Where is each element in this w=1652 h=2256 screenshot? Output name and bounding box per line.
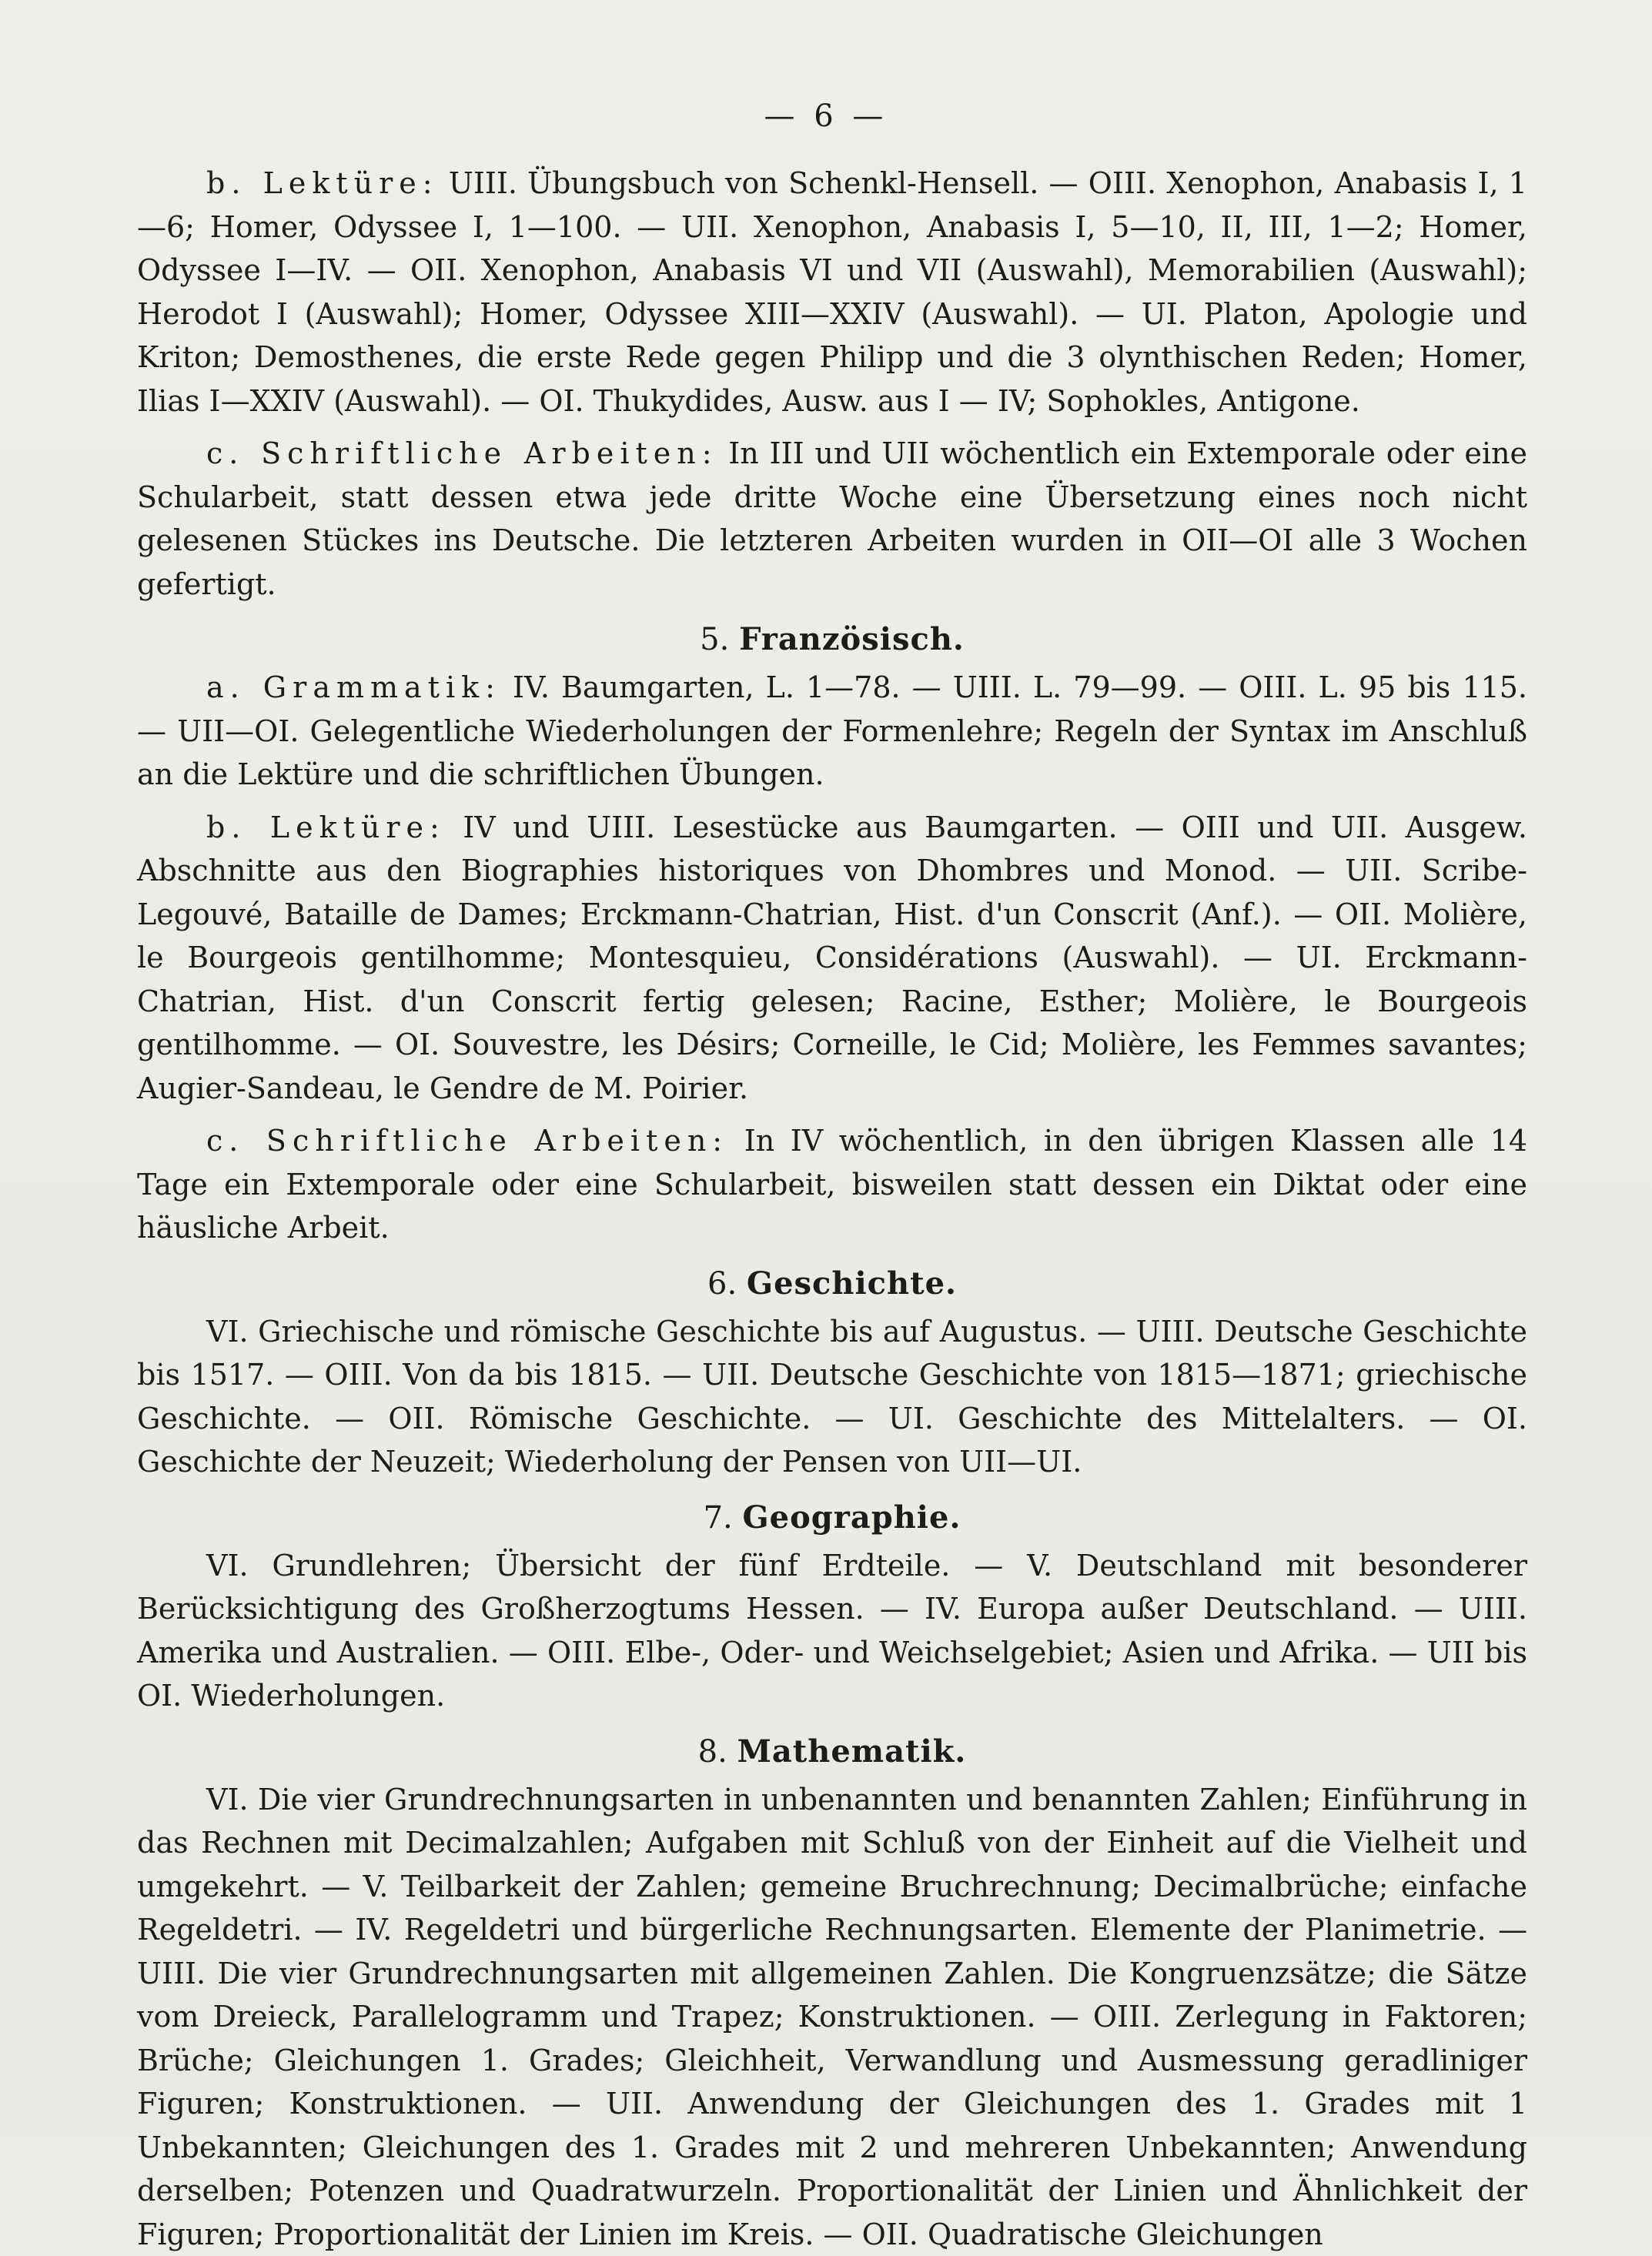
greek-written-text: In III und UII wöchentlich ein Extemporale oder eine Schularbeit, statt dessen etwa jede dritte Woche eine Übersetzung eines noch nicht gelesenen Stückes ins Deutsche. Die letzteren Arbeiten wurden in OII—OI alle 3 Wochen gefertigt. <box>137 436 1527 601</box>
history-heading-number: 6. <box>707 1266 737 1302</box>
french-heading-number: 5. <box>700 622 729 657</box>
math-paragraph: VI. Die vier Grundrechnungsarten in unbenannten und benannten Zahlen; Einführung in das Rechnen mit Decimalzahlen; Aufgaben mit Schluß von der Einheit auf die Vielheit und umgekehrt. — V. Teilbarkeit der Zahlen; gemeine Bruchrechnung; Decimalbrüche; einfache Regeldetri. — IV. Regeldetri und bürgerliche Rechnungsarten. Elemente der Planimetrie. — UIII. Die vier Grundrechnungsarten mit allgemeinen Zahlen. Die Kongruenzsätze; die Sätze vom Dreieck, Parallelogramm und Trapez; Konstruktionen. — OIII. Zerlegung in Faktoren; Brüche; Gleichungen 1. Grades; Gleichheit, Verwandlung und Ausmessung geradliniger Figuren; Konstruktionen. — UII. Anwendung der Gleichungen des 1. Grades mit 1 Unbekannten; Gleichungen des 1. Grades mit 2 und mehreren Unbekannten; Anwendung derselben; Potenzen und Quadratwurzeln. Proportionalität der Linien und Ähnlichkeit der Figuren; Proportionalität der Linien im Kreis. — OII. Quadratische Gleichungen <box>137 1778 1527 2256</box>
french-written-text: In IV wöchentlich, in den übrigen Klassen alle 14 Tage ein Extemporale oder eine Schularbeit, bisweilen statt dessen ein Diktat oder eine häusliche Arbeit. <box>137 1124 1527 1245</box>
greek-reading-label: b. Lektüre: <box>206 166 439 200</box>
french-written-paragraph <box>137 1119 1527 1250</box>
french-grammar-paragraph <box>137 666 1527 797</box>
geography-heading-number: 7. <box>704 1500 733 1536</box>
history-heading-title: Geschichte. <box>747 1265 957 1302</box>
french-grammar-text: IV. Baumgarten, L. 1—78. — UIII. L. 79—99. — OIII. L. 95 bis 115. — UII—OI. Gelegentliche Wiederholungen der Formenlehre; Regeln der Syntax im Anschluß an die Lektüre und die schriftlichen Übungen. <box>137 670 1527 791</box>
math-heading-title: Mathematik. <box>737 1733 967 1770</box>
greek-reading-text: UIII. Übungsbuch von Schenkl-Hensell. — OIII. Xenophon, Anabasis I, 1—6; Homer, Odyssee I, 1—100. — UII. Xenophon, Anabasis I, 5—10, II, III, 1—2; Homer, Odyssee I—IV. — OII. Xenophon, Anabasis VI und VII (Auswahl), Memorabilien (Auswahl); Herodot I (Auswahl); Homer, Odyssee XIII—XXIV (Auswahl). — UI. Platon, Apologie und Kriton; Demosthenes, die erste Rede gegen Philipp und die 3 olynthischen Reden; Homer, Ilias I—XXIV (Auswahl). — OI. Thukydides, Ausw. aus I — IV; Sophokles, Antigone. <box>137 166 1527 418</box>
page-number: — 6 — <box>0 99 1652 134</box>
french-heading-title: Französisch. <box>739 621 965 657</box>
greek-written-paragraph <box>137 432 1527 606</box>
french-grammar-label: a. Grammatik: <box>206 670 501 704</box>
french-reading-paragraph <box>137 806 1527 1111</box>
french-heading <box>137 618 1527 661</box>
geography-heading <box>137 1496 1527 1539</box>
page-content <box>137 162 1527 2256</box>
math-heading <box>137 1730 1527 1773</box>
geography-paragraph: VI. Grundlehren; Übersicht der fünf Erdteile. — V. Deutschland mit besonderer Berücksichtigung des Großherzogtums Hessen. — IV. Europa außer Deutschland. — UIII. Amerika und Australien. — OIII. Elbe-, Oder- und Weichselgebiet; Asien und Afrika. — UII bis OI. Wiederholungen. <box>137 1544 1527 1718</box>
greek-written-label: c. Schriftliche Arbeiten: <box>206 436 718 470</box>
french-reading-text: IV und UIII. Lesestücke aus Baumgarten. — OIII und UII. Ausgew. Abschnitte aus den Biographies historiques von Dhombres und Monod. — UII. Scribe-Legouvé, Bataille de Dames; Erckmann-Chatrian, Hist. d'un Conscrit (Anf.). — OII. Molière, le Bourgeois gentilhomme; Montesquieu, Considérations (Auswahl). — UI. Erckmann-Chatrian, Hist. d'un Conscrit fertig gelesen; Racine, Esther; Molière, le Bourgeois gentilhomme. — OI. Souvestre, les Désirs; Corneille, le Cid; Molière, les Femmes savantes; Augier-Sandeau, le Gendre de M. Poirier. <box>137 810 1527 1105</box>
history-paragraph: VI. Griechische und römische Geschichte bis auf Augustus. — UIII. Deutsche Geschichte bis 1517. — OIII. Von da bis 1815. — UII. Deutsche Geschichte von 1815—1871; griechische Geschichte. — OII. Römische Geschichte. — UI. Geschichte des Mittelalters. — OI. Geschichte der Neuzeit; Wiederholung der Pensen von UII—UI. <box>137 1310 1527 1484</box>
greek-reading-paragraph <box>137 162 1527 423</box>
geography-heading-title: Geographie. <box>743 1499 961 1536</box>
french-written-label: c. Schriftliche Arbeiten: <box>206 1124 728 1158</box>
math-heading-number: 8. <box>698 1734 727 1770</box>
history-heading <box>137 1262 1527 1305</box>
french-reading-label: b. Lektüre: <box>206 810 446 844</box>
